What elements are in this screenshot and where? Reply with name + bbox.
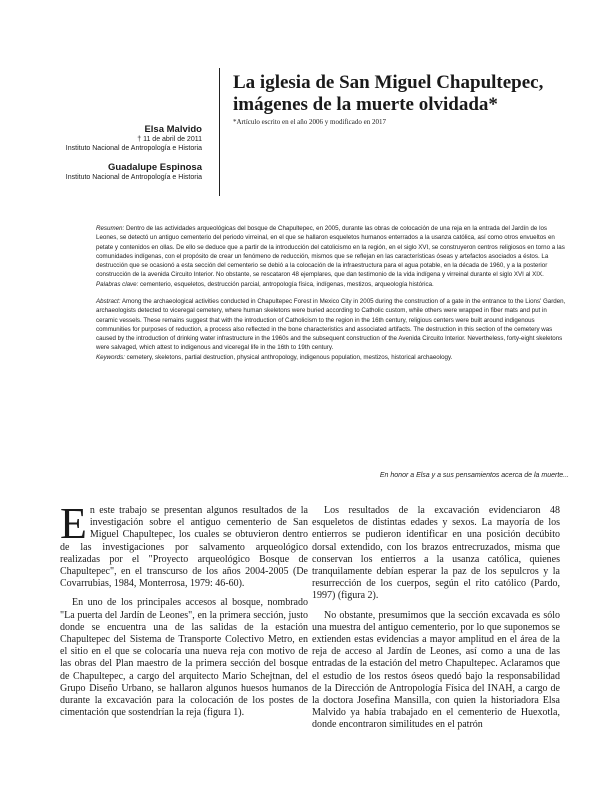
title-footnote: *Artículo escrito en el año 2006 y modificado en 2017	[233, 118, 386, 126]
palabras-clave	[96, 280, 566, 289]
body-paragraph: Los resultados de la excavación evidenciaron 48 esqueletos de distintas edades y sexos. La mayoría de los entierros se pudieron identificar en una posición decúbito dorsal extendido, con los brazos entrecruzados, misma que conservan los entierros a la usanza católica, quienes tranquilamente debían esperar la paz de los sepulcros y la resurrección de los cuerpos, según el rito católico (Pardo, 1997) (figura 2).	[312, 505, 560, 602]
keywords-label: Keywords:	[96, 353, 125, 361]
body-paragraph: No obstante, presumimos que la sección excavada es sólo una muestra del antiguo cementerio, por lo que suponemos se extienden estas evidencias a mayor amplitud en el área de la reja de acceso al Jardín de Leones, así como a una de las entradas de la estación del metro Chapultepec. Aclaramos que el estudio de los restos óseos quedó bajo la responsabilidad de la Dirección de Antropología Física del INAH, a cargo de la doctora Josefina Mansilla, con quien la historiadora Elsa Malvido ya había trabajado en el cementerio de Huexotla, donde encontraron similitudes en el patrón	[312, 609, 560, 731]
abstract-label: Abstract:	[96, 298, 121, 305]
author-name: Elsa Malvido	[144, 124, 202, 135]
resumen-block	[96, 224, 566, 289]
palabras-clave-text: cementerio, esqueletos, destrucción parcial, antropología física, indígenas, mestizos, arqueología histórica.	[140, 280, 434, 288]
palabras-clave-label: Palabras clave:	[96, 280, 139, 288]
author-affiliation: Instituto Nacional de Antropología e Historia	[65, 145, 202, 152]
article-title: La iglesia de San Miguel Chapultepec, imágenes de la muerte olvidada*	[233, 72, 544, 115]
dedication: En honor a Elsa y a sus pensamientos acerca de la muerte...	[379, 472, 569, 479]
body-column-left	[60, 499, 308, 726]
abstract-block	[96, 297, 566, 362]
author-block	[60, 124, 202, 182]
keywords-text: cemetery, skeletons, partial destruction, physical anthropology, indigenous population, mestizos, historical archaeology.	[126, 353, 453, 361]
resumen-paragraph	[96, 224, 566, 280]
author-date: † 11 de abril de 2011	[137, 136, 202, 143]
abstract-text: Among the archaeological activities conducted in Chapultepec Forest in Mexico City in 2005 during the construction of a gate in the entrance to the Lions' Garden, archaeologists detected to viceregal cemetery, where human skeletons were buried according to Catholic custom, while others were wrapped in fiber mats and put in ceramic vessels. These remains suggest that with the introduction of Catholicism to the region in the 16th century, religious centers were built around indigenous communities for purposes of reduction, a process also reflected in the bone characteristics and associated artifacts. The destruction in this section of the cemetery was caused by the introduction of drinking water infrastructure in the 1960s and the subsequent construction of the Avenida Circuito Interior. Nevertheless, forty-eight skeletons were salvaged, which attest to indigenous and viceregal life in the 16th to 19th century.	[96, 298, 566, 352]
author-2	[60, 162, 202, 182]
body-column-right	[312, 505, 560, 739]
resumen-label: Resumen:	[96, 225, 125, 232]
resumen-text: Dentro de las actividades arqueológicas del bosque de Chapultepec, en 2005, durante las obras de colocación de una reja en la entrada del Jardín de los Leones, se detectó un antiguo cementerio del periodo virreinal, en el que se hallaron esqueletos humanos enterrados a la usanza católica, así como otros envueltos en petate y contenidos en ollas. De ello se deduce que a partir de la introducción del catolicismo en la región, en el siglo XVI, se construyeron centros religiosos en torno a las comunidades indígenas, con el propósito de crear un fenómeno de reducción, mismos que se reflejan en las características óseas y artefactos asociados a éstos. La destrucción que se ocasionó a esta sección del cementerio se debió a la colocación de la infraestructura para el agua potable, en la década de 1960, y a la posterior construcción de la avenida Circuito Interior. No obstante, se rescataron 48 ejemplares, que dan testimonio de la vida indígena y virreinal durante el siglo XVI al XIX.	[96, 225, 565, 279]
title-divider-rule	[219, 68, 220, 196]
author-1	[60, 124, 202, 153]
drop-cap: E	[60, 499, 87, 548]
keywords	[96, 353, 566, 362]
author-affiliation: Instituto Nacional de Antropología e Historia	[65, 174, 202, 181]
body-text: n este trabajo se presentan algunos resultados de la investigación sobre el antiguo cementerio de San Miguel Chapultepec, los cuales se obtuvieron dentro de las investigaciones por salvamento arqueológico realizadas por el "Proyecto arqueológico Bosque de Chapultepec", en el transcurso de los años 2004-2005 (De Covarrubias, 1984, Monterrosa, 1979: 46-60).	[60, 505, 308, 590]
body-paragraph: En uno de los principales accesos al bosque, nombrado "La puerta del Jardín de Leones", en la primera sección, justo donde se encuentra una de las salidas de la estación Chapultepec del Sistema de Transporte Colectivo Metro, en el sitio en el que se colocaría una nueva reja con motivo de las obras del Plan maestro de la primera sección del bosque de Chapultepec, a cargo del arquitecto Mario Schejtnan, del Grupo Diseño Urbano, se hallaron algunos huesos humanos durante la excavación para la colocación de los postes de cimentación que sostendrían la reja (figura 1).	[60, 597, 308, 719]
body-paragraph	[60, 499, 308, 590]
abstract-paragraph	[96, 297, 566, 353]
author-name: Guadalupe Espinosa	[108, 162, 202, 173]
